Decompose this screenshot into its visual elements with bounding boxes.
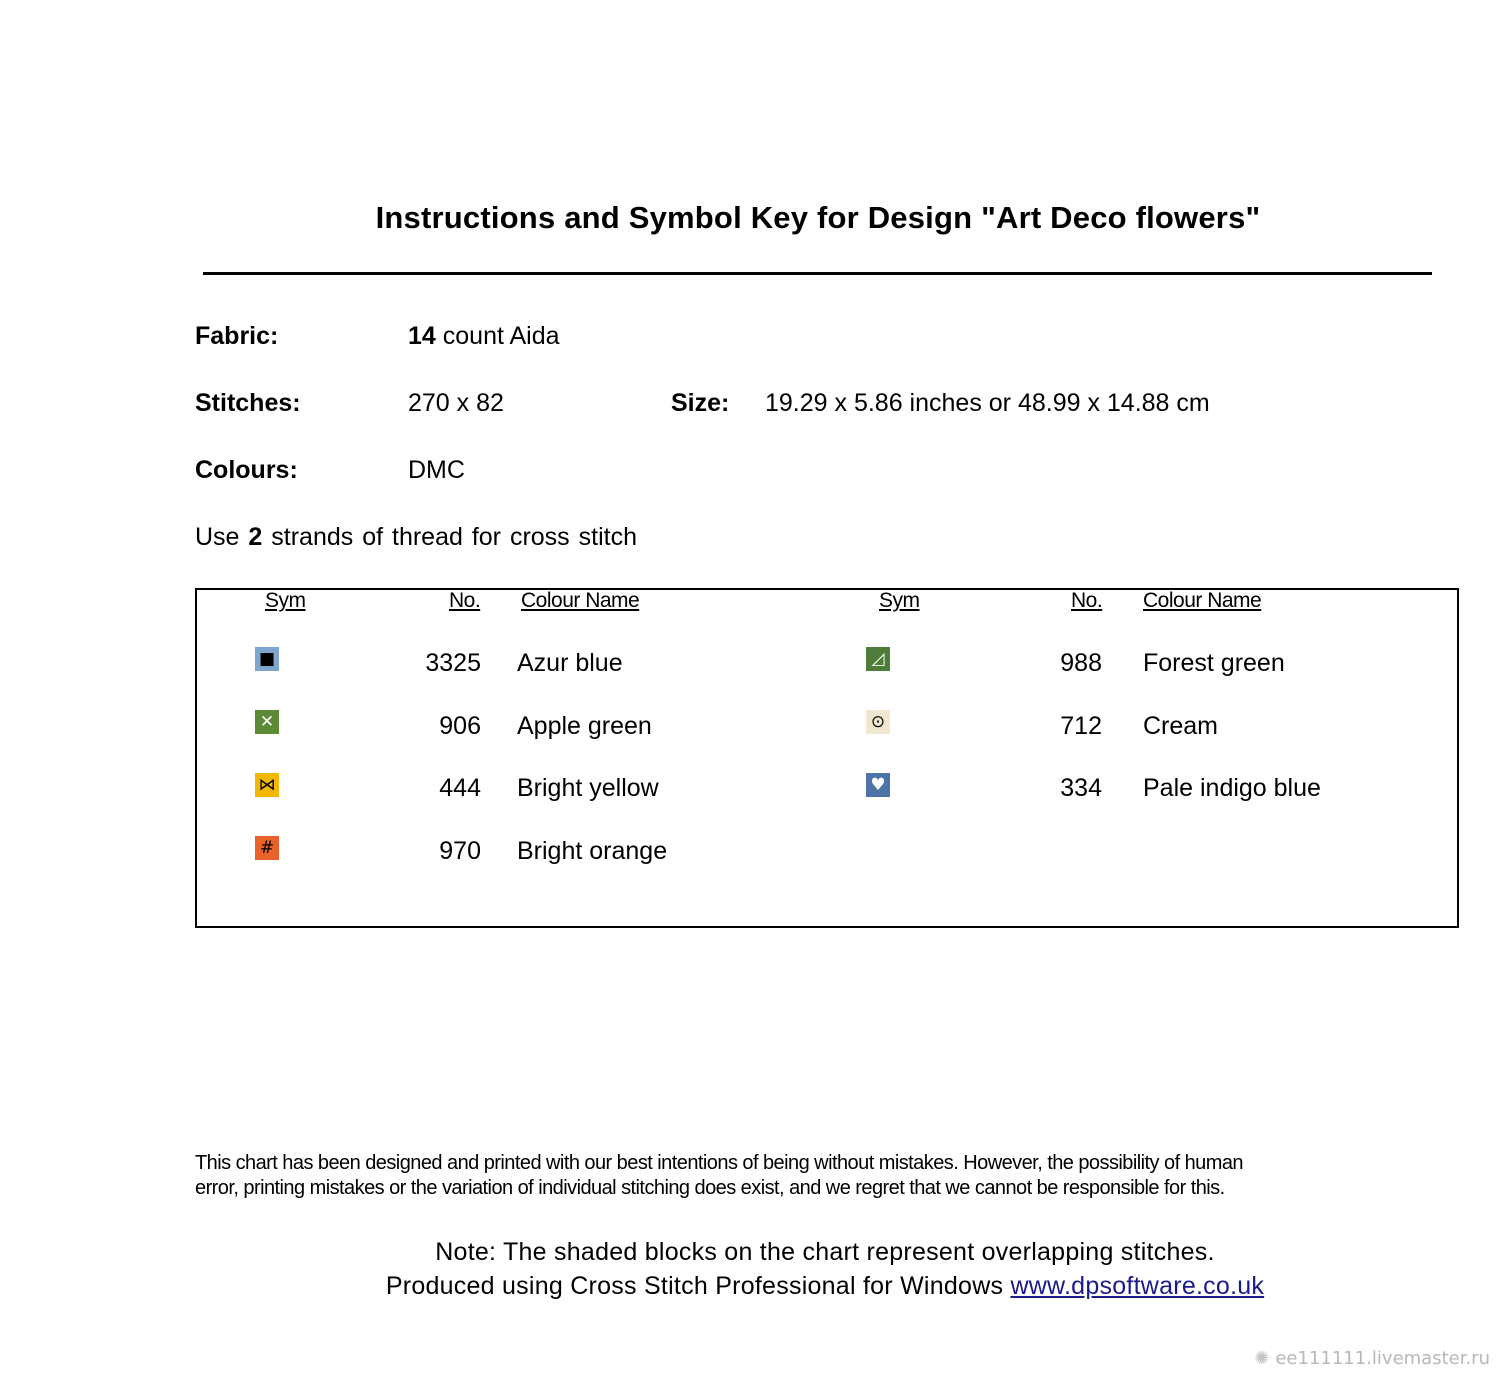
colour-number: 334 xyxy=(1060,774,1102,802)
disclaimer-line-2: error, printing mistakes or the variation of individual stitching does exist, and we regret that we cannot be responsible for this. xyxy=(195,1177,1225,1199)
watermark xyxy=(1254,1348,1490,1369)
note-produced-text: Produced using Cross Stitch Professional for Windows xyxy=(385,1272,1004,1300)
flower-icon: ✺ xyxy=(1254,1348,1270,1369)
strands-prefix: Use xyxy=(195,523,240,551)
colour-number: 906 xyxy=(439,712,481,740)
symbol-key-table xyxy=(195,588,1459,928)
colour-name: Azur blue xyxy=(517,649,623,677)
heart-icon: ♥ xyxy=(866,773,890,797)
disclaimer-line-1: This chart has been designed and printed with our best intentions of being without mistakes. However, the possibility of human xyxy=(195,1152,1244,1174)
bowtie-icon: ⋈ xyxy=(255,773,279,797)
fabric-type: count Aida xyxy=(442,322,560,350)
dpsoftware-link[interactable]: www.dpsoftware.co.uk xyxy=(1010,1272,1265,1300)
header-sym-left: Sym xyxy=(265,589,306,612)
header-no-right: No. xyxy=(1071,589,1103,612)
note-line-2 xyxy=(0,1272,1500,1301)
watermark-text: ee111111.livemaster.ru xyxy=(1275,1348,1490,1369)
disclaimer xyxy=(195,1151,1455,1201)
colour-number: 3325 xyxy=(425,649,481,677)
strands-count: 2 xyxy=(248,523,263,551)
header-name-left: Colour Name xyxy=(521,589,640,612)
colour-name: Apple green xyxy=(517,712,652,740)
title-divider xyxy=(203,272,1432,275)
size-label: Size: xyxy=(671,389,730,417)
colour-name: Bright yellow xyxy=(517,774,659,802)
header-name-right: Colour Name xyxy=(1143,589,1262,612)
colour-name: Pale indigo blue xyxy=(1143,774,1321,802)
colour-name: Bright orange xyxy=(517,837,668,865)
strands-instruction xyxy=(195,523,637,552)
colour-number: 444 xyxy=(439,774,481,802)
cross-icon: ✕ xyxy=(255,710,279,734)
stitches-label: Stitches: xyxy=(195,389,301,417)
fabric-label: Fabric: xyxy=(195,322,279,350)
hash-icon: # xyxy=(255,836,279,860)
size-value: 19.29 x 5.86 inches or 48.99 x 14.88 cm xyxy=(765,389,1210,417)
fabric-value xyxy=(408,322,560,351)
filled-square-icon: ■ xyxy=(255,647,279,671)
colours-label: Colours: xyxy=(195,456,298,484)
page-title: Instructions and Symbol Key for Design "Art Deco flowers" xyxy=(375,200,1261,235)
fabric-count: 14 xyxy=(408,322,436,350)
triangle-icon: ◿ xyxy=(866,647,890,671)
header-sym-right: Sym xyxy=(879,589,920,612)
colour-number: 712 xyxy=(1060,712,1102,740)
circle-dot-icon: ⊙ xyxy=(866,710,890,734)
colours-value: DMC xyxy=(408,456,465,484)
colour-number: 970 xyxy=(439,837,481,865)
colour-number: 988 xyxy=(1060,649,1102,677)
colour-name: Cream xyxy=(1143,712,1219,740)
strands-suffix: strands of thread for cross stitch xyxy=(271,523,637,551)
colour-name: Forest green xyxy=(1143,649,1285,677)
stitches-value: 270 x 82 xyxy=(408,389,504,417)
note-line-1: Note: The shaded blocks on the chart represent overlapping stitches. xyxy=(435,1238,1215,1266)
header-no-left: No. xyxy=(449,589,481,612)
